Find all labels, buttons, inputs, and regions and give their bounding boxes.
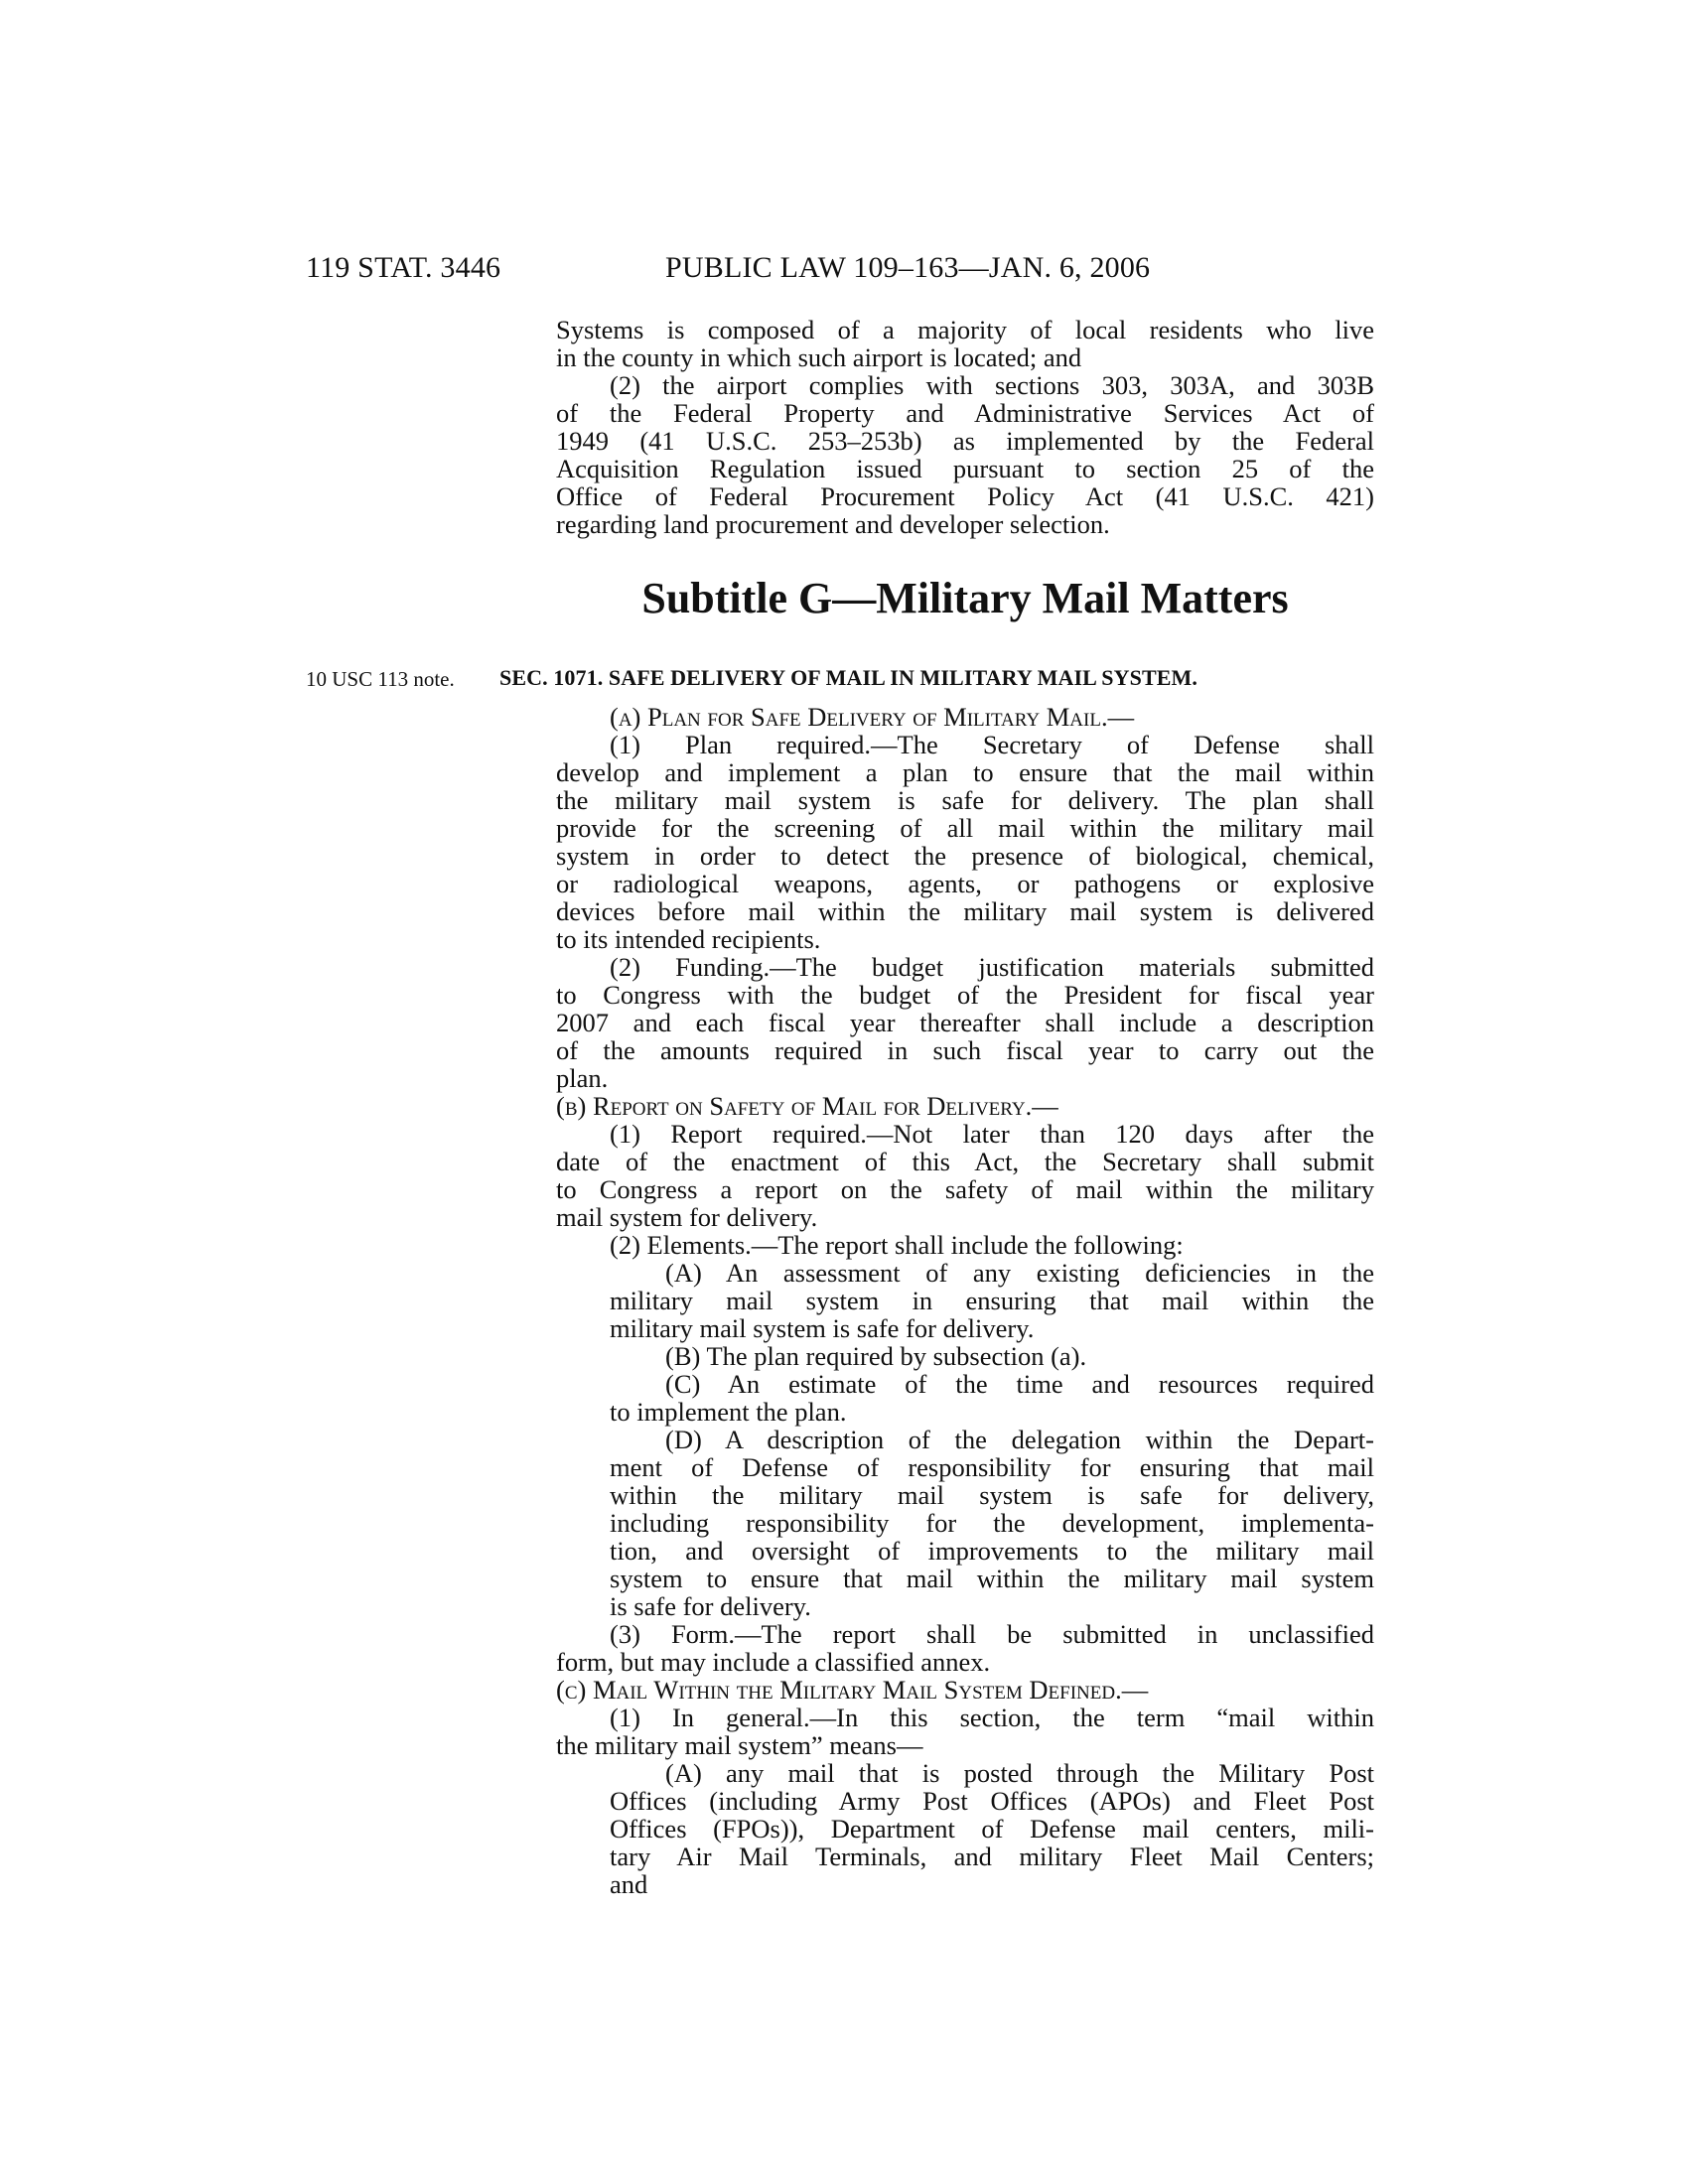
text-line: ment of Defense of responsibility for ensuring that mail: [610, 1452, 1374, 1482]
text-line: to its intended recipients.: [556, 924, 821, 954]
text-line: to Congress with the budget of the President for fiscal year: [556, 980, 1374, 1010]
text-line: (D) A description of the delegation within the Depart-: [665, 1425, 1374, 1454]
text-line: (3) Form.—The report shall be submitted in unclassified: [610, 1619, 1374, 1649]
section-heading: SEC. 1071. SAFE DELIVERY OF MAIL IN MILITARY MAIL SYSTEM.: [499, 665, 1197, 690]
text-line: and: [610, 1869, 648, 1899]
text-line: (A) any mail that is posted through the Military Post: [665, 1758, 1374, 1788]
text-line: (A) An assessment of any existing deficiencies in the: [665, 1258, 1374, 1288]
running-header-law: PUBLIC LAW 109–163—JAN. 6, 2006: [665, 251, 1151, 284]
text-line: the military mail system” means—: [556, 1730, 923, 1760]
text-line: (C) An estimate of the time and resources required: [665, 1369, 1374, 1399]
text-line: mail system for delivery.: [556, 1202, 818, 1232]
text-line: plan.: [556, 1063, 609, 1093]
subtitle-heading: Subtitle G—Military Mail Matters: [641, 574, 1289, 622]
text-line: within the military mail system is safe for delivery,: [610, 1480, 1374, 1510]
subsection-heading: (a) Plan for Safe Delivery of Military Mail.—: [610, 702, 1135, 732]
text-line: in the county in which such airport is located; and: [556, 342, 1082, 372]
text-line: including responsibility for the development, implementa-: [610, 1508, 1374, 1538]
text-line: (1) Report required.—Not later than 120 days after the: [610, 1119, 1374, 1149]
text-line: devices before mail within the military mail system is delivered: [556, 896, 1374, 926]
section-body: [556, 703, 1374, 1898]
text-line: system to ensure that mail within the military mail system: [610, 1564, 1374, 1593]
text-line: 2007 and each fiscal year thereafter shall include a description: [556, 1008, 1374, 1037]
text-line: of the Federal Property and Administrative Services Act of: [556, 398, 1374, 428]
text-line: (2) the airport complies with sections 303, 303A, and 303B: [610, 370, 1374, 400]
page-stat-reference: 119 STAT. 3446: [306, 251, 501, 284]
text-line: develop and implement a plan to ensure that the mail within: [556, 757, 1374, 787]
text-line: military mail system in ensuring that mail within the: [610, 1286, 1374, 1315]
text-line: (1) In general.—In this section, the term “mail within: [610, 1703, 1374, 1732]
text-line: (B) The plan required by subsection (a).: [665, 1341, 1087, 1371]
text-line: of the amounts required in such fiscal year to carry out the: [556, 1035, 1374, 1065]
text-line: (2) Funding.—The budget justification materials submitted: [610, 952, 1374, 982]
text-line: (1) Plan required.—The Secretary of Defense shall: [610, 730, 1374, 759]
text-line: to implement the plan.: [610, 1397, 847, 1427]
text-line: tion, and oversight of improvements to the military mail: [610, 1536, 1374, 1566]
text-line: Systems is composed of a majority of local residents who live: [556, 315, 1374, 344]
text-line: the military mail system is safe for delivery. The plan shall: [556, 785, 1374, 815]
text-line: (2) Elements.—The report shall include the following:: [610, 1230, 1184, 1260]
text-line: Offices (including Army Post Offices (APOs) and Fleet Post: [610, 1786, 1374, 1816]
text-line: Acquisition Regulation issued pursuant to section 25 of the: [556, 454, 1374, 483]
margin-note: 10 USC 113 note.: [306, 667, 455, 691]
text-line: or radiological weapons, agents, or pathogens or explosive: [556, 869, 1374, 898]
text-line: form, but may include a classified annex.: [556, 1647, 991, 1677]
text-line: provide for the screening of all mail within the military mail: [556, 813, 1374, 843]
subsection-heading: (c) Mail Within the Military Mail System Defined.—: [556, 1675, 1149, 1705]
text-line: is safe for delivery.: [610, 1591, 811, 1621]
text-line: date of the enactment of this Act, the Secretary shall submit: [556, 1147, 1374, 1176]
subsection-heading: (b) Report on Safety of Mail for Delivery.—: [556, 1091, 1058, 1121]
text-line: Offices (FPOs)), Department of Defense mail centers, mili-: [610, 1814, 1374, 1843]
text-line: to Congress a report on the safety of mail within the military: [556, 1174, 1374, 1204]
text-line: Office of Federal Procurement Policy Act (41 U.S.C. 421): [556, 481, 1374, 511]
text-line: regarding land procurement and developer selection.: [556, 509, 1110, 539]
text-line: military mail system is safe for delivery.: [610, 1313, 1035, 1343]
text-line: tary Air Mail Terminals, and military Fleet Mail Centers;: [610, 1842, 1374, 1871]
text-line: 1949 (41 U.S.C. 253–253b) as implemented by the Federal: [556, 426, 1374, 456]
top-text-block: [556, 316, 1374, 538]
text-line: system in order to detect the presence of biological, chemical,: [556, 841, 1374, 871]
